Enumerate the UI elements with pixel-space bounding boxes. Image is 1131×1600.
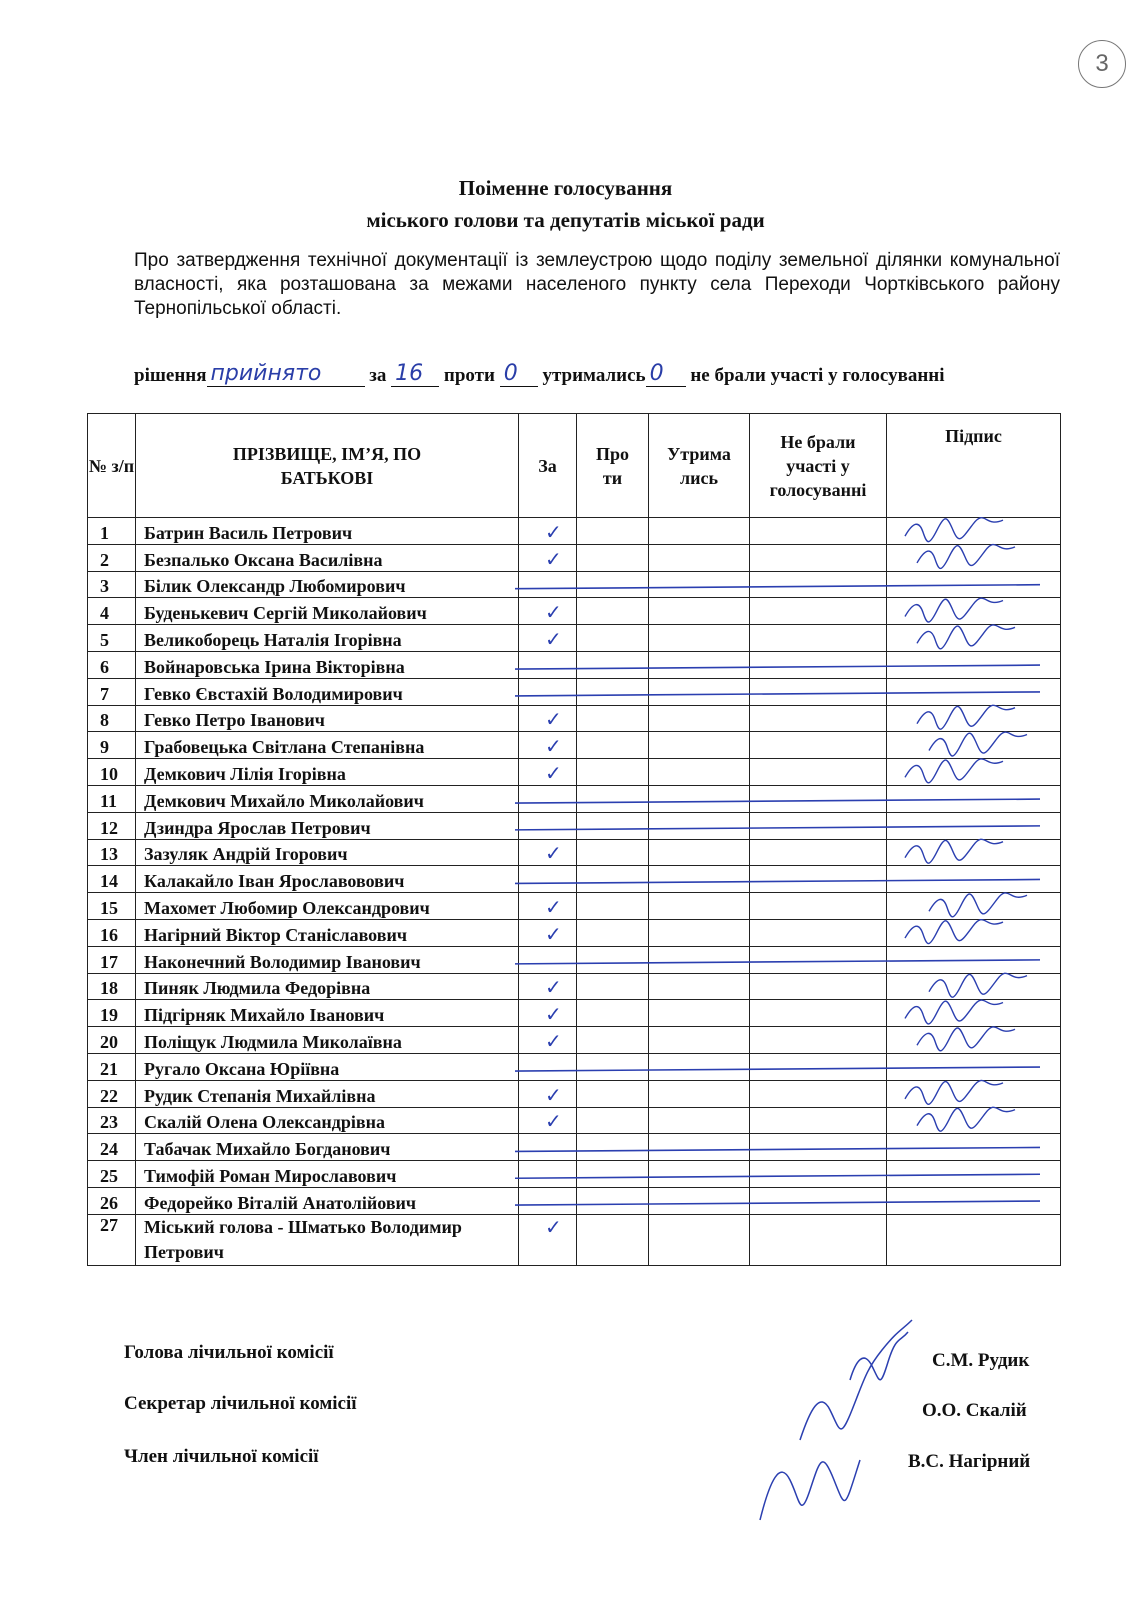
row-vote-for	[519, 839, 577, 866]
table-row	[88, 839, 1061, 866]
row-vote-not-participated	[750, 893, 887, 920]
row-vote-not-participated	[750, 1214, 887, 1265]
decision-line	[134, 361, 1064, 387]
row-signature	[887, 625, 1061, 652]
row-signature	[887, 1187, 1061, 1214]
row-vote-not-participated	[750, 839, 887, 866]
row-name: Буденькевич Сергій Миколайович	[136, 598, 519, 625]
row-vote-for	[519, 759, 577, 786]
row-vote-abstained	[649, 598, 750, 625]
row-vote-not-participated	[750, 1161, 887, 1188]
row-number: 7	[88, 678, 136, 705]
commission-signature	[800, 1320, 912, 1440]
row-vote-against	[577, 919, 649, 946]
check-mark-icon: ✓	[545, 519, 562, 544]
table-row	[88, 866, 1061, 893]
row-vote-not-participated	[750, 946, 887, 973]
row-vote-for	[519, 1161, 577, 1188]
check-mark-icon: ✓	[545, 600, 562, 625]
row-name: Гевко Петро Іванович	[136, 705, 519, 732]
row-number: 6	[88, 651, 136, 678]
against-count-field	[500, 361, 538, 387]
row-vote-for	[519, 1053, 577, 1080]
row-vote-not-participated	[750, 1134, 887, 1161]
check-mark-icon: ✓	[545, 546, 562, 571]
row-vote-abstained	[649, 1080, 750, 1107]
table-row	[88, 1107, 1061, 1134]
check-mark-icon: ✓	[545, 921, 562, 946]
row-signature	[887, 732, 1061, 759]
row-vote-abstained	[649, 732, 750, 759]
row-vote-abstained	[649, 1161, 750, 1188]
row-vote-abstained	[649, 759, 750, 786]
table-row	[88, 1053, 1061, 1080]
row-number: 8	[88, 705, 136, 732]
row-number: 20	[88, 1027, 136, 1054]
row-signature	[887, 1214, 1061, 1265]
row-vote-abstained	[649, 919, 750, 946]
row-vote-abstained	[649, 946, 750, 973]
row-name: Калакайло Іван Ярославовович	[136, 866, 519, 893]
row-vote-against	[577, 1107, 649, 1134]
row-vote-for	[519, 866, 577, 893]
table-row	[88, 973, 1061, 1000]
row-name: Гевко Євстахій Володимирович	[136, 678, 519, 705]
row-name: Білик Олександр Любомирович	[136, 571, 519, 598]
row-vote-against	[577, 1053, 649, 1080]
row-number: 17	[88, 946, 136, 973]
row-vote-abstained	[649, 625, 750, 652]
row-signature	[887, 893, 1061, 920]
row-vote-for	[519, 544, 577, 571]
row-vote-not-participated	[750, 1053, 887, 1080]
table-row	[88, 598, 1061, 625]
table-row	[88, 1000, 1061, 1027]
row-vote-for	[519, 785, 577, 812]
row-vote-against	[577, 544, 649, 571]
document-title: Поіменне голосування	[458, 176, 673, 200]
decision-subject: Про затвердження технічної документації із землеустрою щодо поділу земельної ділянки комунальної власності, яка розташована за межами населеного пункту села Переходи Чортківського району Тернопільської області.	[134, 250, 1060, 319]
row-vote-for	[519, 1214, 577, 1265]
table-row	[88, 1161, 1061, 1188]
abstained-count: 0	[649, 361, 664, 386]
row-signature	[887, 866, 1061, 893]
row-vote-abstained	[649, 678, 750, 705]
row-name: Пиняк Людмила Федорівна	[136, 973, 519, 1000]
row-signature	[887, 1161, 1061, 1188]
row-vote-for	[519, 919, 577, 946]
row-vote-for	[519, 893, 577, 920]
row-vote-against	[577, 839, 649, 866]
row-vote-for	[519, 1134, 577, 1161]
member-name: В.С. Нагірний	[908, 1451, 1031, 1472]
row-signature	[887, 785, 1061, 812]
row-name: Великоборець Наталія Ігорівна	[136, 625, 519, 652]
not-participated-label: не брали участі у голосуванні	[690, 365, 945, 386]
row-vote-against	[577, 1080, 649, 1107]
row-vote-for	[519, 1080, 577, 1107]
row-number: 22	[88, 1080, 136, 1107]
for-count: 16	[395, 361, 424, 386]
table-body	[88, 518, 1061, 1266]
header-against: Про ти	[577, 414, 649, 518]
row-vote-against	[577, 1000, 649, 1027]
row-vote-for	[519, 625, 577, 652]
table-row	[88, 759, 1061, 786]
row-vote-for	[519, 1000, 577, 1027]
secretary-label: Секретар лічильної комісії	[124, 1393, 357, 1414]
row-vote-for	[519, 571, 577, 598]
abstained-count-field	[646, 361, 686, 387]
row-number: 21	[88, 1053, 136, 1080]
row-name: Войнаровська Ірина Вікторівна	[136, 651, 519, 678]
row-name: Дзиндра Ярослав Петрович	[136, 812, 519, 839]
against-label: проти	[443, 365, 495, 386]
page-number: 3	[1078, 40, 1126, 88]
row-signature	[887, 1000, 1061, 1027]
row-name: Зазуляк Андрій Ігорович	[136, 839, 519, 866]
row-name: Наконечний Володимир Іванович	[136, 946, 519, 973]
row-signature	[887, 571, 1061, 598]
row-vote-against	[577, 973, 649, 1000]
row-signature	[887, 946, 1061, 973]
check-mark-icon: ✓	[545, 1028, 562, 1053]
row-signature	[887, 678, 1061, 705]
header-for: За	[519, 414, 577, 518]
row-number: 26	[88, 1187, 136, 1214]
row-vote-against	[577, 946, 649, 973]
row-vote-against	[577, 625, 649, 652]
row-signature	[887, 973, 1061, 1000]
chair-label: Голова лічильної комісії	[124, 1342, 334, 1363]
row-vote-for	[519, 518, 577, 545]
row-number: 13	[88, 839, 136, 866]
against-count: 0	[503, 361, 518, 386]
check-mark-icon: ✓	[545, 734, 562, 759]
row-vote-abstained	[649, 1187, 750, 1214]
row-number: 2	[88, 544, 136, 571]
row-name: Безпалько Оксана Василівна	[136, 544, 519, 571]
row-vote-abstained	[649, 571, 750, 598]
for-label: за	[369, 365, 387, 386]
row-number: 14	[88, 866, 136, 893]
row-vote-for	[519, 1187, 577, 1214]
row-vote-abstained	[649, 651, 750, 678]
table-row	[88, 732, 1061, 759]
row-number: 25	[88, 1161, 136, 1188]
row-vote-against	[577, 651, 649, 678]
row-name: Тимофій Роман Мирославович	[136, 1161, 519, 1188]
row-vote-for	[519, 812, 577, 839]
row-signature	[887, 544, 1061, 571]
row-name: Батрин Василь Петрович	[136, 518, 519, 545]
secretary-name: О.О. Скалій	[922, 1400, 1027, 1421]
row-vote-against	[577, 759, 649, 786]
table-header-row	[88, 414, 1061, 518]
row-vote-not-participated	[750, 1000, 887, 1027]
row-vote-against	[577, 1134, 649, 1161]
row-vote-for	[519, 598, 577, 625]
table-row	[88, 1080, 1061, 1107]
row-number: 9	[88, 732, 136, 759]
row-vote-abstained	[649, 544, 750, 571]
row-vote-not-participated	[750, 812, 887, 839]
row-name: Ругало Оксана Юріївна	[136, 1053, 519, 1080]
row-vote-abstained	[649, 1000, 750, 1027]
row-vote-against	[577, 678, 649, 705]
decision-result-field	[207, 361, 365, 387]
row-vote-abstained	[649, 1107, 750, 1134]
row-signature	[887, 919, 1061, 946]
row-vote-against	[577, 732, 649, 759]
row-vote-abstained	[649, 893, 750, 920]
table-row	[88, 518, 1061, 545]
row-number: 23	[88, 1107, 136, 1134]
row-vote-not-participated	[750, 785, 887, 812]
row-vote-for	[519, 1107, 577, 1134]
row-vote-not-participated	[750, 705, 887, 732]
table-row	[88, 705, 1061, 732]
row-vote-against	[577, 1187, 649, 1214]
row-vote-not-participated	[750, 518, 887, 545]
check-mark-icon: ✓	[545, 760, 562, 785]
table-row	[88, 919, 1061, 946]
member-label: Член лічильної комісії	[124, 1446, 319, 1467]
row-signature	[887, 705, 1061, 732]
row-vote-against	[577, 1214, 649, 1265]
row-name: Рудик Степанія Михайлівна	[136, 1080, 519, 1107]
row-vote-abstained	[649, 1214, 750, 1265]
row-vote-not-participated	[750, 598, 887, 625]
commission-signature	[850, 1332, 908, 1380]
table-row	[88, 893, 1061, 920]
row-number: 24	[88, 1134, 136, 1161]
row-vote-for	[519, 973, 577, 1000]
row-vote-not-participated	[750, 732, 887, 759]
check-mark-icon: ✓	[545, 1002, 562, 1027]
table-row	[88, 1214, 1061, 1265]
row-vote-abstained	[649, 1134, 750, 1161]
row-signature	[887, 1134, 1061, 1161]
row-vote-abstained	[649, 839, 750, 866]
row-number: 5	[88, 625, 136, 652]
table-row	[88, 625, 1061, 652]
decision-result: прийнято	[210, 361, 322, 386]
row-vote-not-participated	[750, 571, 887, 598]
row-vote-not-participated	[750, 919, 887, 946]
row-number: 4	[88, 598, 136, 625]
row-vote-not-participated	[750, 678, 887, 705]
row-vote-abstained	[649, 705, 750, 732]
row-vote-against	[577, 1161, 649, 1188]
row-name: Федорейко Віталій Анатолійович	[136, 1187, 519, 1214]
row-number: 15	[88, 893, 136, 920]
table-row	[88, 1187, 1061, 1214]
row-name: Демкович Лілія Ігорівна	[136, 759, 519, 786]
table-row	[88, 544, 1061, 571]
table-row	[88, 785, 1061, 812]
table-row	[88, 1027, 1061, 1054]
row-vote-abstained	[649, 973, 750, 1000]
check-mark-icon: ✓	[545, 975, 562, 1000]
row-number: 11	[88, 785, 136, 812]
row-signature	[887, 1027, 1061, 1054]
abstained-label: утримались	[542, 365, 646, 386]
row-vote-against	[577, 571, 649, 598]
row-vote-abstained	[649, 866, 750, 893]
row-vote-against	[577, 518, 649, 545]
row-vote-abstained	[649, 1053, 750, 1080]
document-subtitle: міського голови та депутатів міської ради	[366, 208, 765, 232]
row-vote-not-participated	[750, 1080, 887, 1107]
table-row	[88, 571, 1061, 598]
table-row	[88, 678, 1061, 705]
row-signature	[887, 839, 1061, 866]
row-number: 19	[88, 1000, 136, 1027]
chair-name: С.М. Рудик	[932, 1350, 1030, 1371]
row-number: 3	[88, 571, 136, 598]
row-signature	[887, 598, 1061, 625]
header-signature: Підпис	[887, 414, 1061, 518]
row-name: Махомет Любомир Олександрович	[136, 893, 519, 920]
header-not-participated: Не брали участі у голосуванні	[750, 414, 887, 518]
row-vote-not-participated	[750, 866, 887, 893]
row-vote-against	[577, 705, 649, 732]
row-vote-abstained	[649, 518, 750, 545]
row-signature	[887, 651, 1061, 678]
row-number: 27	[88, 1214, 136, 1265]
row-number: 16	[88, 919, 136, 946]
row-name: Скалій Олена Олександрівна	[136, 1107, 519, 1134]
row-number: 10	[88, 759, 136, 786]
row-signature	[887, 1107, 1061, 1134]
row-name: Демкович Михайло Миколайович	[136, 785, 519, 812]
row-vote-abstained	[649, 1027, 750, 1054]
row-number: 1	[88, 518, 136, 545]
row-vote-against	[577, 1027, 649, 1054]
table-row	[88, 1134, 1061, 1161]
check-mark-icon: ✓	[545, 841, 562, 866]
row-vote-for	[519, 946, 577, 973]
row-vote-against	[577, 812, 649, 839]
row-vote-for	[519, 678, 577, 705]
check-mark-icon: ✓	[545, 1214, 562, 1239]
row-vote-against	[577, 866, 649, 893]
row-vote-not-participated	[750, 1107, 887, 1134]
row-signature	[887, 759, 1061, 786]
row-vote-abstained	[649, 785, 750, 812]
row-name: Міський голова - Шматько Володимир Петрович	[136, 1214, 519, 1265]
row-name: Нагірний Віктор Станіславович	[136, 919, 519, 946]
row-number: 12	[88, 812, 136, 839]
row-vote-not-participated	[750, 973, 887, 1000]
row-vote-against	[577, 598, 649, 625]
row-signature	[887, 1053, 1061, 1080]
decision-label: рішення	[134, 365, 207, 386]
row-vote-not-participated	[750, 759, 887, 786]
row-name: Поліщук Людмила Миколаївна	[136, 1027, 519, 1054]
check-mark-icon: ✓	[545, 626, 562, 651]
row-vote-for	[519, 732, 577, 759]
row-vote-against	[577, 893, 649, 920]
row-vote-abstained	[649, 812, 750, 839]
row-vote-not-participated	[750, 625, 887, 652]
row-name: Підгірняк Михайло Іванович	[136, 1000, 519, 1027]
table-row	[88, 651, 1061, 678]
row-name: Табачак Михайло Богданович	[136, 1134, 519, 1161]
row-signature	[887, 1080, 1061, 1107]
for-count-field	[391, 361, 439, 387]
row-vote-not-participated	[750, 1027, 887, 1054]
row-vote-for	[519, 651, 577, 678]
commission-signature	[760, 1460, 860, 1520]
header-num: № з/п	[88, 414, 136, 518]
row-vote-not-participated	[750, 1187, 887, 1214]
check-mark-icon: ✓	[545, 707, 562, 732]
check-mark-icon: ✓	[545, 1109, 562, 1134]
row-name: Грабовецька Світлана Степанівна	[136, 732, 519, 759]
row-vote-for	[519, 705, 577, 732]
roll-call-table	[87, 413, 1061, 1266]
table-row	[88, 946, 1061, 973]
row-vote-for	[519, 1027, 577, 1054]
check-mark-icon: ✓	[545, 1082, 562, 1107]
header-abstained: Утрима лись	[649, 414, 750, 518]
check-mark-icon: ✓	[545, 894, 562, 919]
row-vote-against	[577, 785, 649, 812]
row-vote-not-participated	[750, 651, 887, 678]
row-vote-not-participated	[750, 544, 887, 571]
row-signature	[887, 518, 1061, 545]
row-number: 18	[88, 973, 136, 1000]
header-name: ПРІЗВИЩЕ, ІМ’Я, ПО БАТЬКОВІ	[136, 414, 519, 518]
table-row	[88, 812, 1061, 839]
row-signature	[887, 812, 1061, 839]
